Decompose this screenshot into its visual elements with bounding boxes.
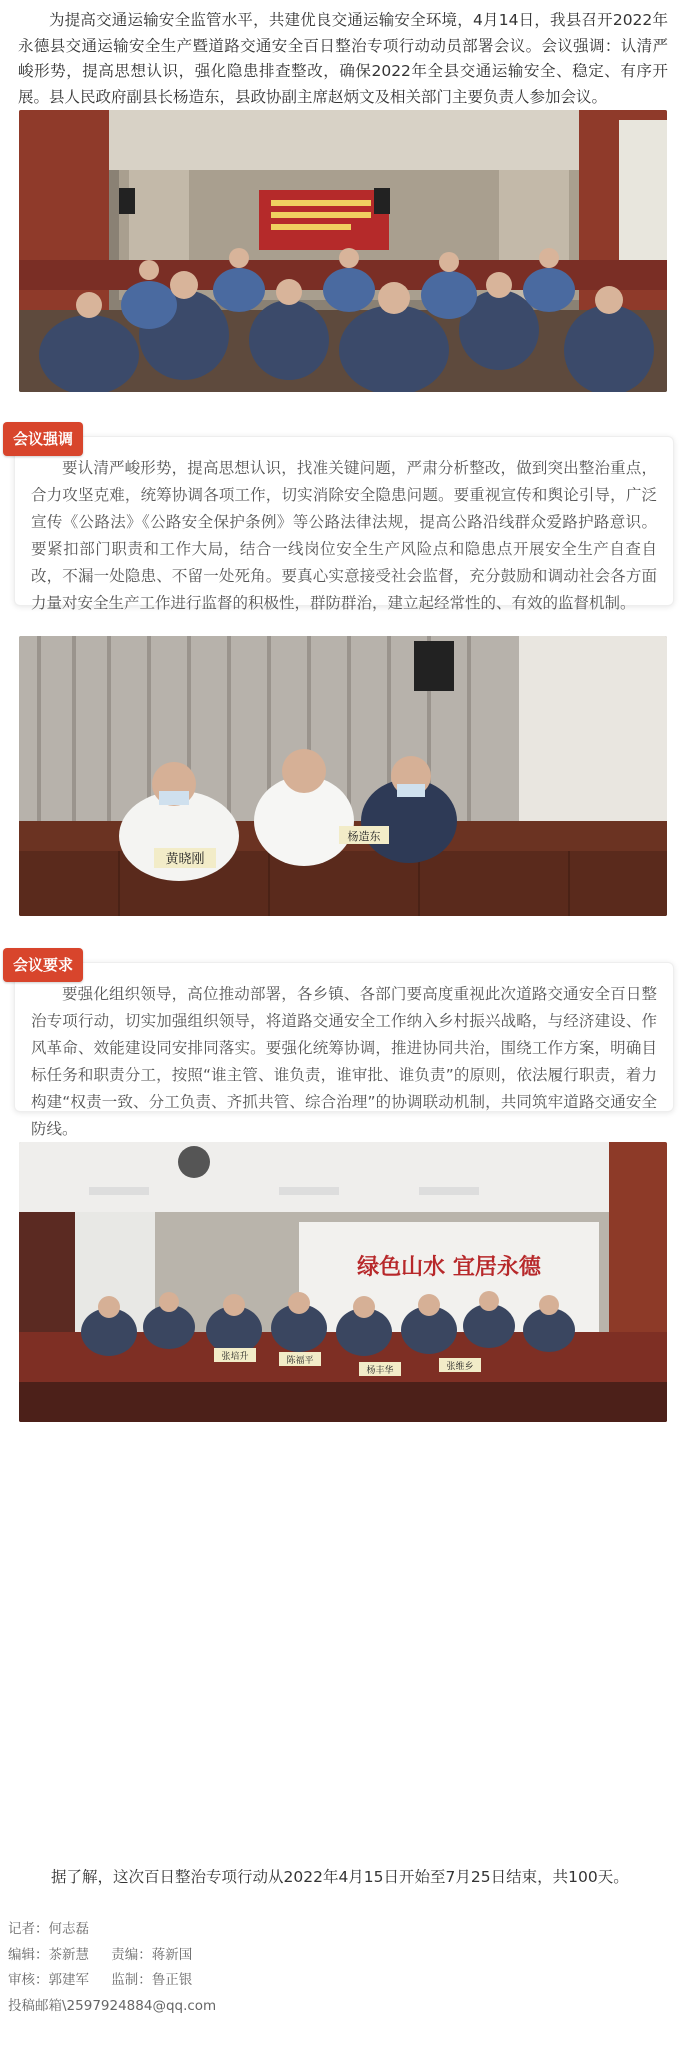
closing-paragraph: 据了解，这次百日整治专项行动从2022年4月15日开始至7月25日结束，共100天。 xyxy=(51,1868,629,1886)
presidium-photo xyxy=(19,636,667,916)
nameplate-1: 张培升 xyxy=(221,1352,249,1362)
credit-supervisor: 监制：鲁正银 xyxy=(111,1972,193,1988)
meeting-hall-photo xyxy=(19,110,667,392)
section-requirements xyxy=(0,948,686,1138)
credits xyxy=(8,1917,668,2019)
section-emphasis-card: 要认清严峻形势，提高思想认识，找准关键问题，严肃分析整改，做到突出整治重点，合力攻坚克难，统筹协调各项工作，切实消除安全隐患问题。要重视宣传和舆论引导，广泛宣传《公路法》《公路安全保护条例》等公路法律法规，提高公路沿线群众爱路护路意识。要紧扣部门职责和工作大局，结合一线岗位安全生产风险点和隐患点开展安全生产自查自改，不漏一处隐患、不留一处死角。要真心实意接受社会监督，充分鼓励和调动社会各方面力量对安全生产工作进行监督的积极性，群防群治，建立起经常性的、有效的监督机制。 xyxy=(14,436,674,606)
nameplate-right: 杨造东 xyxy=(347,830,381,843)
nameplate-3: 杨丰华 xyxy=(366,1366,394,1376)
credit-duty-editor: 责编：蒋新国 xyxy=(111,1946,193,1963)
section-requirements-card: 要强化组织领导，高位推动部署，各乡镇、各部门要高度重视此次道路交通安全百日整治专项行动，切实加强组织领导，将道路交通安全工作纳入乡村振兴战略，与经济建设、作风革命、效能建设同安排同落实。要强化统筹协调，推进协同共治，围绕工作方案，明确目标任务和职责分工，按照“谁主管、谁负责，谁审批、谁负责”的原则，依法履行职责，着力构建“权责一致、分工负责、齐抓共管、综合治理”的协调联动机制，共同筑牢道路交通安全防线。 xyxy=(14,962,674,1112)
credit-editor: 编辑：茶新慧 xyxy=(8,1946,89,1963)
nameplate-left: 黄晓刚 xyxy=(165,852,205,867)
credit-email: 投稿邮箱\2597924884@qq.com xyxy=(8,1997,217,2014)
nameplate-2: 陈福平 xyxy=(286,1356,314,1366)
banner-slogan: 绿色山水 宜居永德 xyxy=(357,1255,541,1280)
section-requirements-tag: 会议要求 xyxy=(3,948,83,982)
credit-reporter: 记者：何志磊 xyxy=(8,1921,89,1937)
wide-hall-photo xyxy=(19,1142,667,1422)
section-emphasis-tag: 会议强调 xyxy=(3,422,83,456)
intro-paragraph: 为提高交通运输安全监管水平，共建优良交通运输安全环境，4月14日，我县召开2022年永德县交通运输安全生产暨道路交通安全百日整治专项行动动员部署会议。会议强调：认清严峻形势，提高思想认识，强化隐患排查整改，确保2022年全县交通运输安全、稳定、有序开展。县人民政府副县长杨造东，县政协副主席赵炳文及相关部门主要负责人参加会议。 xyxy=(18,11,668,106)
nameplate-4: 张维乡 xyxy=(446,1362,474,1372)
section-emphasis xyxy=(0,422,686,612)
credit-reviewer: 审核：郭建军 xyxy=(8,1972,89,1988)
